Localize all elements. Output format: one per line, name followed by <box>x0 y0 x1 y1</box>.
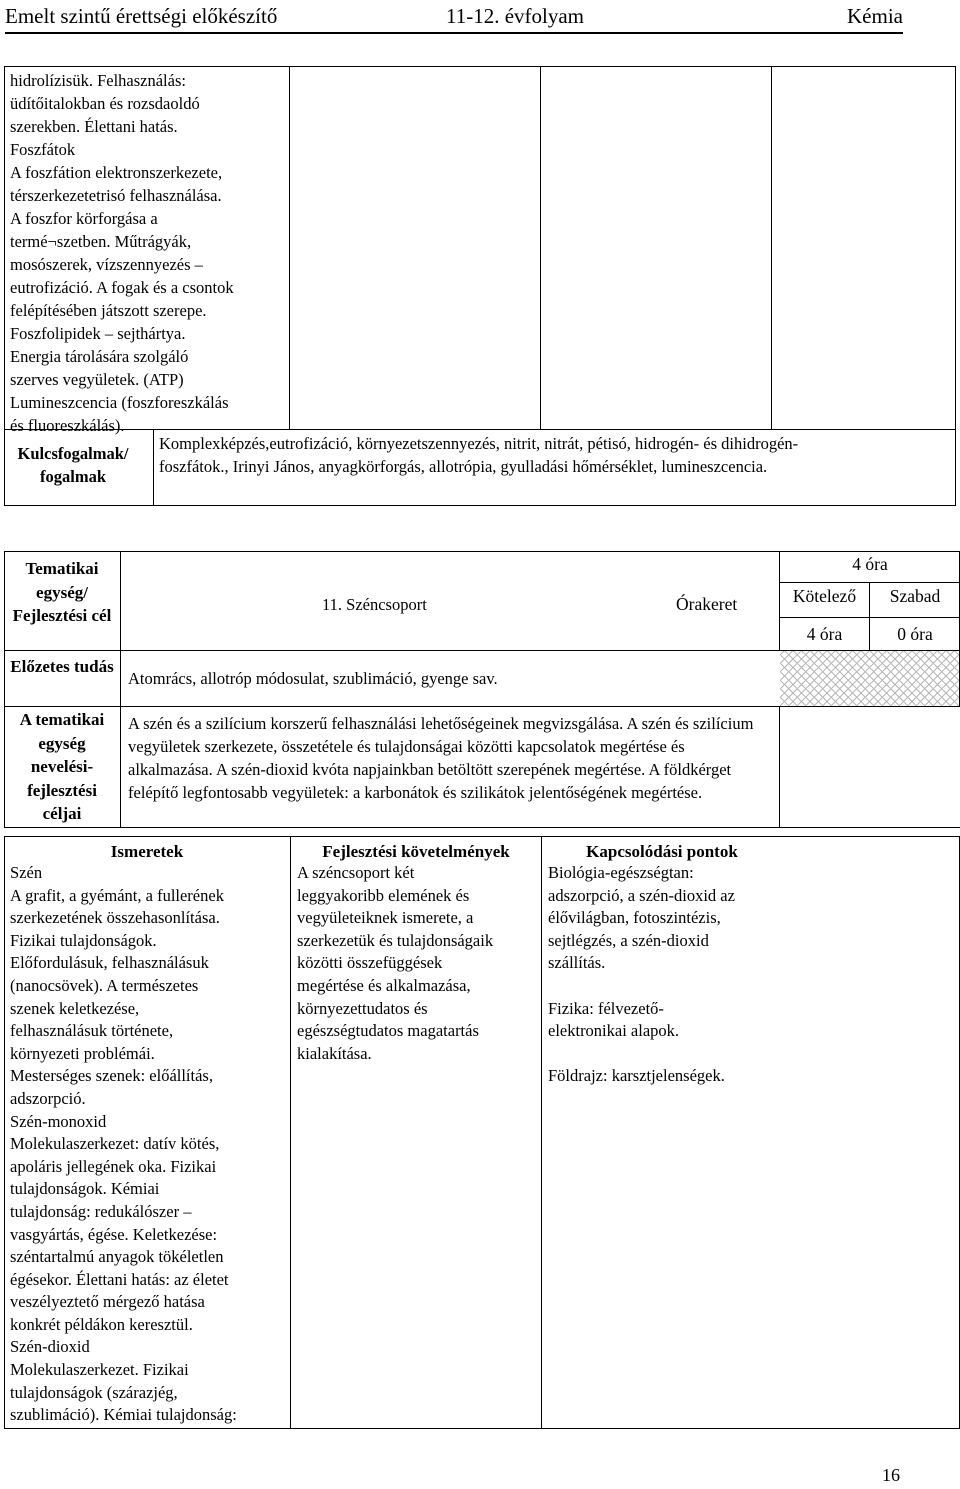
col-header-kapcsolodasi: Kapcsolódási pontok <box>586 842 738 861</box>
kotelezo-label: Kötelező <box>792 586 857 606</box>
header-course-title: Emelt szintű érettségi előkészítő <box>5 4 278 28</box>
col-header-ismeretek: Ismeretek <box>110 842 184 861</box>
key-concepts-text: Komplexképzés,eutrofizáció, környezetszennyezés, nitrit, nitrát, pétisó, hidrogén- és dihidrogén-foszfátok., Irinyi János, anyagkörforgás, allotrópia, gyulladási hőmérséklet, lumineszcencia. <box>159 434 799 476</box>
key-concepts-label: Kulcsfogalmak/ fogalmak <box>17 444 129 486</box>
table-border <box>4 551 5 828</box>
table-divider <box>290 836 291 1429</box>
page-header <box>5 0 903 34</box>
szabad-label: Szabad <box>889 586 941 606</box>
table-border <box>779 706 780 828</box>
phosphates-content: hidrolízisük. Felhasználás: üdítőitalokban és rozsdaoldó szerekben. Élettani hatás. Foszfátok A foszfátion elektronszerkezete, térszerkezetetrisó felhasználása. A foszfor körforgása a termé¬szetben. Műtrágyák, mosószerek, vízszennyezés – eutrofizáció. A fogak és a csontok felépítésében játszott szerepe. Foszfolipidek – sejthártya. Energia tárolására szolgáló szerves vegyületek. (ATP) Lumineszcencia (foszforeszkálás és fluoreszkálás). <box>10 71 234 435</box>
table-border <box>4 827 960 828</box>
hatched-cell <box>780 651 959 706</box>
table-divider <box>779 617 960 618</box>
unit-header-table <box>4 551 960 828</box>
celjai-label: A tematikai egység nevelési-fejlesztési céljai <box>19 710 105 823</box>
col-header-fejlesztesi: Fejlesztési követelmények <box>322 842 510 861</box>
kotelezo-hours: 4 óra <box>806 624 843 644</box>
unit-title: 11. Széncsoport <box>322 595 427 614</box>
table-border <box>4 551 960 552</box>
page-number: 16 <box>882 1465 900 1485</box>
orakeret-label: Órakeret <box>676 594 738 614</box>
ismeretek-text: Szén A grafit, a gyémánt, a fullerének szerkezetének összehasonlítása. Fizikai tulajdonságok. Előfordulásuk, felhasználásuk (nanocsövek). A természetes szenek keletkezése, felhasználásuk története, környezeti problémái. Mesterséges szenek: előállítás, adszorpció. Szén-monoxid Molekulaszerkezet: datív kötés, apoláris jellegének oka. Fizikai tulajdonságok. Kémiai tulajdonság: redukálószer – vasgyártás, égése. Keletkezése: széntartalmú anyagok tökéletlen égésekor. Élettani hatás: az életet veszélyeztető mérgező hatása konkrét példákon keresztül. Szén-dioxid Molekulaszerkezet. Fizikai tulajdonságok (szárazjég, szublimáció). Kémiai tulajdonság: <box>10 863 237 1425</box>
table-divider <box>779 582 960 583</box>
table-border <box>4 836 960 837</box>
table-border <box>4 1428 960 1429</box>
table-border <box>4 836 5 1429</box>
table-divider <box>153 429 154 505</box>
elozetes-text: Atomrács, allotróp módosulat, szublimáció, gyenge sav. <box>128 669 498 688</box>
table-divider <box>4 706 960 707</box>
table-divider <box>540 67 541 429</box>
header-grade: 11-12. évfolyam <box>446 4 585 28</box>
tematikai-label: Tematikai egység/ Fejlesztési cél <box>12 559 112 625</box>
content-table <box>4 836 960 1429</box>
table-divider <box>771 67 772 429</box>
kapcsolodasi-text: Biológia-egészségtan: adszorpció, a szén-dioxid az élővilágban, fotoszintézis, sejtlégzés, a szén-dioxid szállítás. Fizika: félvezető- elektronikai alapok. Földrajz: karsztjelenségek. <box>548 863 735 1086</box>
celjai-text: A szén és a szilícium korszerű felhasználási lehetőségeinek megvizsgálása. A szén és szilícium vegyületek szerkezete, összetétele és tulajdonságai közötti kapcsolatok megértése és alkalmazása. A szén-dioxid kvóta napjainkban betöltött szerepének megértése. A földkérget felépítő legfontosabb vegyületek: a karbonátok és szilikátok jelentőségének megértése. <box>128 714 754 802</box>
header-subject: Kémia <box>847 4 903 28</box>
table-divider <box>120 551 121 828</box>
fejlesztesi-text: A széncsoport két leggyakoribb elemének és vegyületeiknek ismerete, a szerkezetük és tulajdonságaik közötti összefüggések megértése és alkalmazása, környezettudatos és egészségtudatos magatartás kialakítása. <box>297 863 494 1063</box>
table-divider <box>541 836 542 1429</box>
szabad-hours: 0 óra <box>897 624 933 644</box>
elozetes-label: Előzetes tudás <box>10 657 114 676</box>
total-hours: 4 óra <box>852 554 888 574</box>
